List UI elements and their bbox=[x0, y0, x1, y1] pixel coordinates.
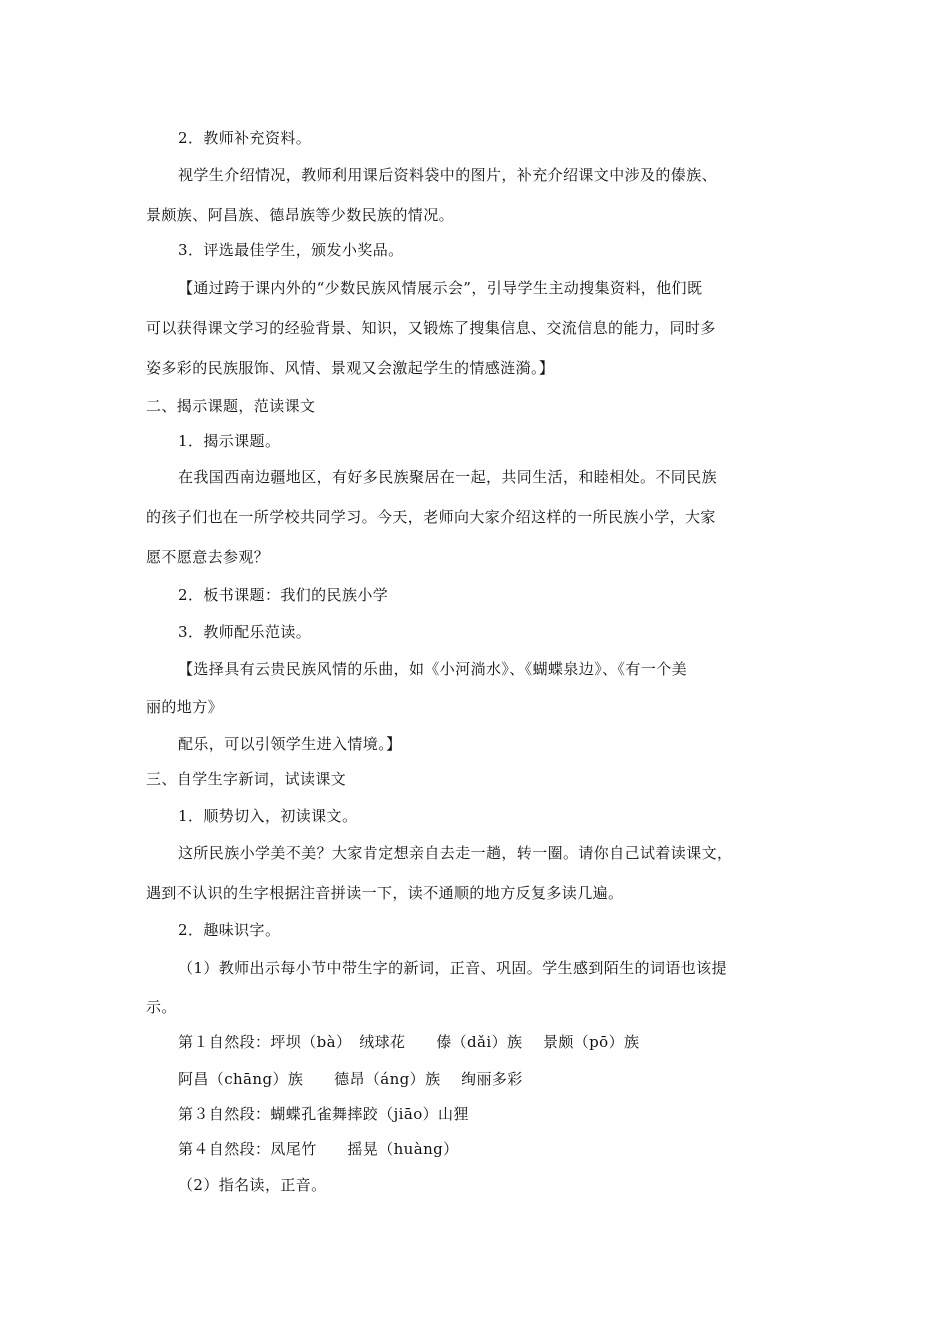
item-3-music-reading: 3．教师配乐范读。 bbox=[178, 623, 312, 641]
note-line: 丽的地方》 bbox=[146, 698, 224, 716]
note-line: 配乐，可以引领学生进入情境。】 bbox=[178, 735, 402, 753]
vocab-paragraph-1: 第１自然段：坪坝（bà） 绒球花 傣（dǎi）族 景颇（pō）族 bbox=[178, 1033, 640, 1051]
paragraph-line: 愿不愿意去参观？ bbox=[146, 548, 270, 566]
note-line: 【选择具有云贵民族风情的乐曲，如《小河淌水》、《蝴蝶泉边》、《有一个美 bbox=[178, 660, 688, 678]
vocab-paragraph-3: 第３自然段：蝴蝶孔雀舞摔跤（jiāo）山狸 bbox=[178, 1105, 469, 1123]
note-line: 【通过跨于课内外的“少数民族风情展示会”，引导学生主动搜集资料，他们既 bbox=[178, 279, 703, 297]
paragraph-line: 景颇族、阿昌族、德昂族等少数民族的情况。 bbox=[146, 206, 455, 224]
paragraph-line: 视学生介绍情况，教师利用课后资料袋中的图片，补充介绍课文中涉及的傣族、 bbox=[178, 166, 718, 184]
item-3-award: 3．评选最佳学生，颁发小奖品。 bbox=[178, 241, 404, 259]
section-heading-3: 三、自学生字新词，试读课文 bbox=[146, 770, 347, 788]
vocab-paragraph-1-cont: 阿昌（chāng）族 德昂（áng）族 绚丽多彩 bbox=[178, 1070, 523, 1088]
paragraph-line: 这所民族小学美不美？大家肯定想亲自去走一趟，转一圈。请你自己试着读课文， bbox=[178, 844, 733, 862]
item-1-first-reading: 1．顺势切入，初读课文。 bbox=[178, 807, 358, 825]
note-line: 姿多彩的民族服饰、风情、景观又会激起学生的情感涟漪。】 bbox=[146, 359, 555, 377]
paragraph-line: 的孩子们也在一所学校共同学习。今天，老师向大家介绍这样的一所民族小学，大家 bbox=[146, 508, 716, 526]
item-2-supplement: 2．教师补充资料。 bbox=[178, 129, 312, 147]
note-line: 可以获得课文学习的经验背景、知识，又锻炼了搜集信息、交流信息的能力，同时多 bbox=[146, 319, 716, 337]
item-2-fun-literacy: 2．趣味识字。 bbox=[178, 921, 281, 939]
section-heading-2: 二、揭示课题，范读课文 bbox=[146, 397, 316, 415]
paragraph-line: 遇到不认识的生字根据注音拼读一下，读不通顺的地方反复多读几遍。 bbox=[146, 884, 624, 902]
paragraph-line: 在我国西南边疆地区，有好多民族聚居在一起，共同生活，和睦相处。不同民族 bbox=[178, 468, 718, 486]
item-1-reveal-title: 1．揭示课题。 bbox=[178, 432, 281, 450]
paragraph-line: 示。 bbox=[146, 998, 177, 1016]
paragraph-line: （1）教师出示每小节中带生字的新词，正音、巩固。学生感到陌生的词语也该提 bbox=[178, 959, 727, 977]
item-2-named-reading: （2）指名读，正音。 bbox=[178, 1176, 327, 1194]
vocab-paragraph-4: 第４自然段：凤尾竹 摇晃（huàng） bbox=[178, 1140, 459, 1158]
item-2-board-title: 2．板书课题：我们的民族小学 bbox=[178, 586, 389, 604]
